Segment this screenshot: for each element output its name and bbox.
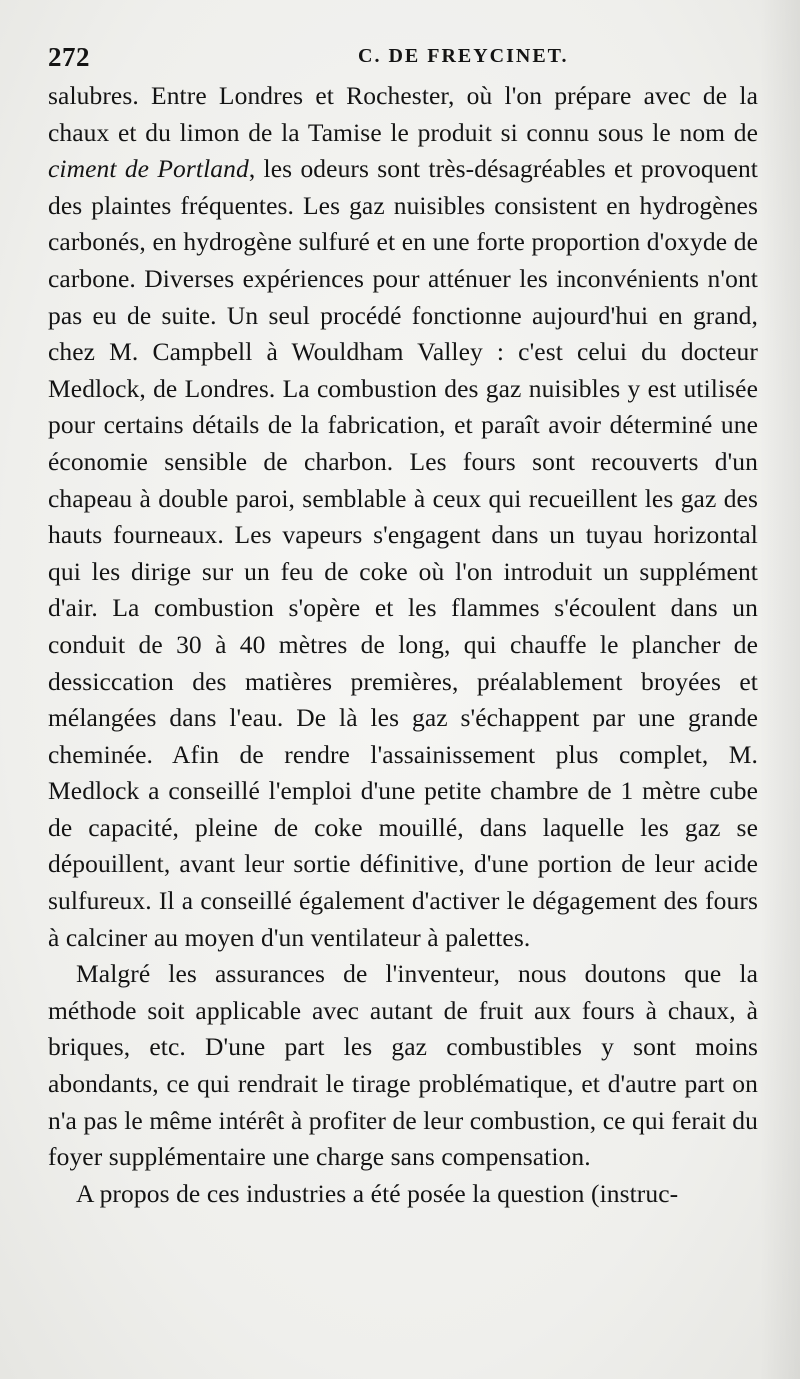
page-number: 272 [48,42,90,72]
body-text [48,78,758,1212]
running-head: C. DE FREYCINET. [358,45,569,67]
page-edge-shadow [760,0,800,1379]
paragraph-1-part-1: salubres. Entre Londres et Rochester, où l'on prépare avec de la chaux et du limon de la Tamise le produit si connu sous le nom de [48,81,758,147]
paragraph-1-part-2: , les odeurs sont très-désagréables et provoquent des plaintes fréquentes. Les gaz nuisibles consistent en hydrogènes carbonés, en hydrogène sulfuré et en une forte proportion d'oxyde de carbone. Diverses expériences pour atténuer les inconvénients n'ont pas eu de suite. Un seul procédé fonctionne aujourd'hui en grand, chez M. Campbell à Wouldham Valley : c'est celui du docteur Medlock, de Londres. La combustion des gaz nuisibles y est utilisée pour certains détails de la fabrication, et paraît avoir déterminé une économie sensible de charbon. Les fours sont recouverts d'un chapeau à double paroi, semblable à ceux qui recueillent les gaz des hauts fourneaux. Les vapeurs s'engagent dans un tuyau horizontal qui les dirige sur un feu de coke où l'on introduit un supplément d'air. La combustion s'opère et les flammes s'écoulent dans un conduit de 30 à 40 mètres de long, qui chauffe le plancher de dessiccation des matières premières, préalablement broyées et mélangées dans l'eau. De là les gaz s'échappent par une grande cheminée. Afin de rendre l'assainissement plus complet, M. Medlock a conseillé l'emploi d'une petite chambre de 1 mètre cube de capacité, pleine de coke mouillé, dans laquelle les gaz se dépouillent, avant leur sortie définitive, d'une portion de leur acide sulfureux. Il a conseillé également d'activer le dégagement des fours à calciner au moyen d'un ventilateur à palettes. [48,154,758,952]
paragraph-2: Malgré les assurances de l'inventeur, nous doutons que la méthode soit applicable avec autant de fruit aux fours à chaux, à briques, etc. D'une part les gaz combustibles y sont moins abondants, ce qui rendrait le tirage problématique, et d'autre part on n'a pas le même intérêt à profiter de leur combustion, ce qui ferait du foyer supplémentaire une charge sans compensation. [48,959,758,1172]
page-header [48,42,754,76]
paragraph-1 [48,78,758,956]
paragraph-1-italic-term: ciment de Portland [48,154,249,184]
paragraph-3: A propos de ces industries a été posée la question (instruc- [76,1178,679,1208]
